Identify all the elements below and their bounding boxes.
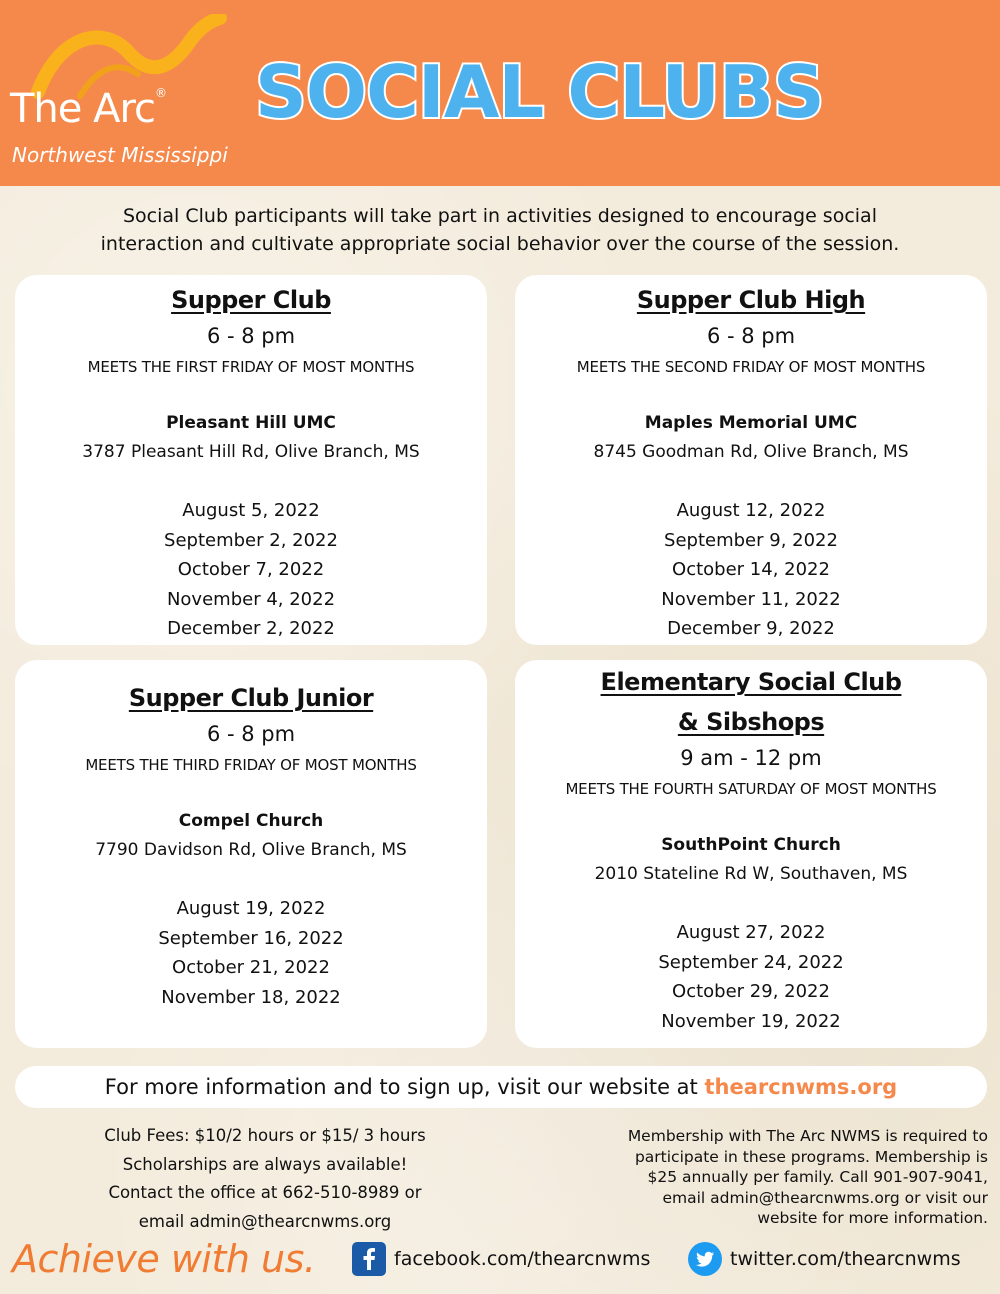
club-card-supper-club <box>15 275 487 645</box>
twitter-link[interactable] <box>688 1242 961 1276</box>
club-dates <box>15 496 487 644</box>
club-name: Supper Club <box>171 286 331 314</box>
info-bar <box>15 1066 987 1108</box>
club-dates <box>515 496 987 644</box>
club-name-line2: & Sibshops <box>677 708 825 736</box>
club-name-line1: Elementary Social Club <box>600 668 902 696</box>
club-card-supper-club-high <box>515 275 987 645</box>
club-schedule: MEETS THE FOURTH SATURDAY OF MOST MONTHS <box>565 780 937 798</box>
club-dates <box>515 918 987 1036</box>
club-name: Supper Club High <box>636 286 866 314</box>
club-date: November 11, 2022 <box>661 588 841 610</box>
page-title: SOCIAL CLUBS <box>255 50 824 134</box>
club-date: November 18, 2022 <box>161 986 341 1008</box>
header-banner <box>0 0 1000 186</box>
club-address: 7790 Davidson Rd, Olive Branch, MS <box>95 840 407 860</box>
club-date: September 24, 2022 <box>658 951 844 973</box>
intro-text: Social Club participants will take part in activities designed to encourage social interaction and cultivate appropriate social behavior over the course of the session. <box>100 205 900 255</box>
info-text: For more information and to sign up, visit our website at <box>104 1075 705 1099</box>
club-time: 6 - 8 pm <box>206 722 296 746</box>
club-card-elementary-social-club <box>515 660 987 1048</box>
club-address: 3787 Pleasant Hill Rd, Olive Branch, MS <box>82 442 420 462</box>
club-date: August 27, 2022 <box>676 922 826 943</box>
club-venue: Pleasant Hill UMC <box>166 413 336 433</box>
club-date: December 9, 2022 <box>667 618 835 639</box>
club-date: September 2, 2022 <box>164 529 338 551</box>
website-link[interactable]: thearcnwms.org <box>704 1075 898 1099</box>
club-schedule: MEETS THE FIRST FRIDAY OF MOST MONTHS <box>87 358 415 376</box>
club-time: 9 am - 12 pm <box>680 746 822 770</box>
club-date: August 19, 2022 <box>176 898 326 919</box>
club-date: August 5, 2022 <box>182 500 320 521</box>
club-date: August 12, 2022 <box>676 500 826 521</box>
club-address: 8745 Goodman Rd, Olive Branch, MS <box>593 442 909 462</box>
logo-subtitle: Northwest Mississippi <box>12 143 228 167</box>
facebook-icon <box>352 1242 386 1276</box>
club-date: September 16, 2022 <box>158 927 344 949</box>
twitter-icon <box>688 1242 722 1276</box>
club-date: October 7, 2022 <box>177 559 325 580</box>
club-date: November 4, 2022 <box>166 588 336 610</box>
club-date: December 2, 2022 <box>167 618 335 639</box>
club-name: Supper Club Junior <box>128 684 374 712</box>
twitter-handle: twitter.com/thearcnwms <box>730 1248 961 1270</box>
club-date: October 21, 2022 <box>172 957 330 978</box>
tagline: Achieve with us. <box>12 1237 316 1281</box>
facebook-handle: facebook.com/thearcnwms <box>394 1248 651 1270</box>
club-venue: Compel Church <box>178 811 324 831</box>
club-fees: Club Fees: $10/2 hours or $15/ 3 hours Scholarships are always available! Contact the office at 662-510-8989 or email admin@thearcnwms.org <box>104 1126 426 1231</box>
club-date: November 19, 2022 <box>661 1010 841 1032</box>
membership-info: Membership with The Arc NWMS is required to participate in these programs. Membership is $25 annually per family. Call 901-907-9041, email admin@thearcnwms.org or visit our website for more information. <box>627 1127 988 1227</box>
club-address: 2010 Stateline Rd W, Southaven, MS <box>594 864 908 884</box>
club-schedule: MEETS THE THIRD FRIDAY OF MOST MONTHS <box>85 756 417 774</box>
club-time: 6 - 8 pm <box>706 324 796 348</box>
club-time: 6 - 8 pm <box>206 324 296 348</box>
club-date: October 29, 2022 <box>672 981 830 1002</box>
facebook-link[interactable] <box>352 1242 650 1276</box>
logo-name: The Arc® <box>10 86 167 132</box>
club-date: October 14, 2022 <box>672 559 830 580</box>
club-date: September 9, 2022 <box>664 529 838 551</box>
club-venue: SouthPoint Church <box>661 835 841 855</box>
club-card-supper-club-junior <box>15 660 487 1048</box>
club-schedule: MEETS THE SECOND FRIDAY OF MOST MONTHS <box>576 358 926 376</box>
club-venue: Maples Memorial UMC <box>644 413 858 433</box>
club-dates <box>15 894 487 1012</box>
